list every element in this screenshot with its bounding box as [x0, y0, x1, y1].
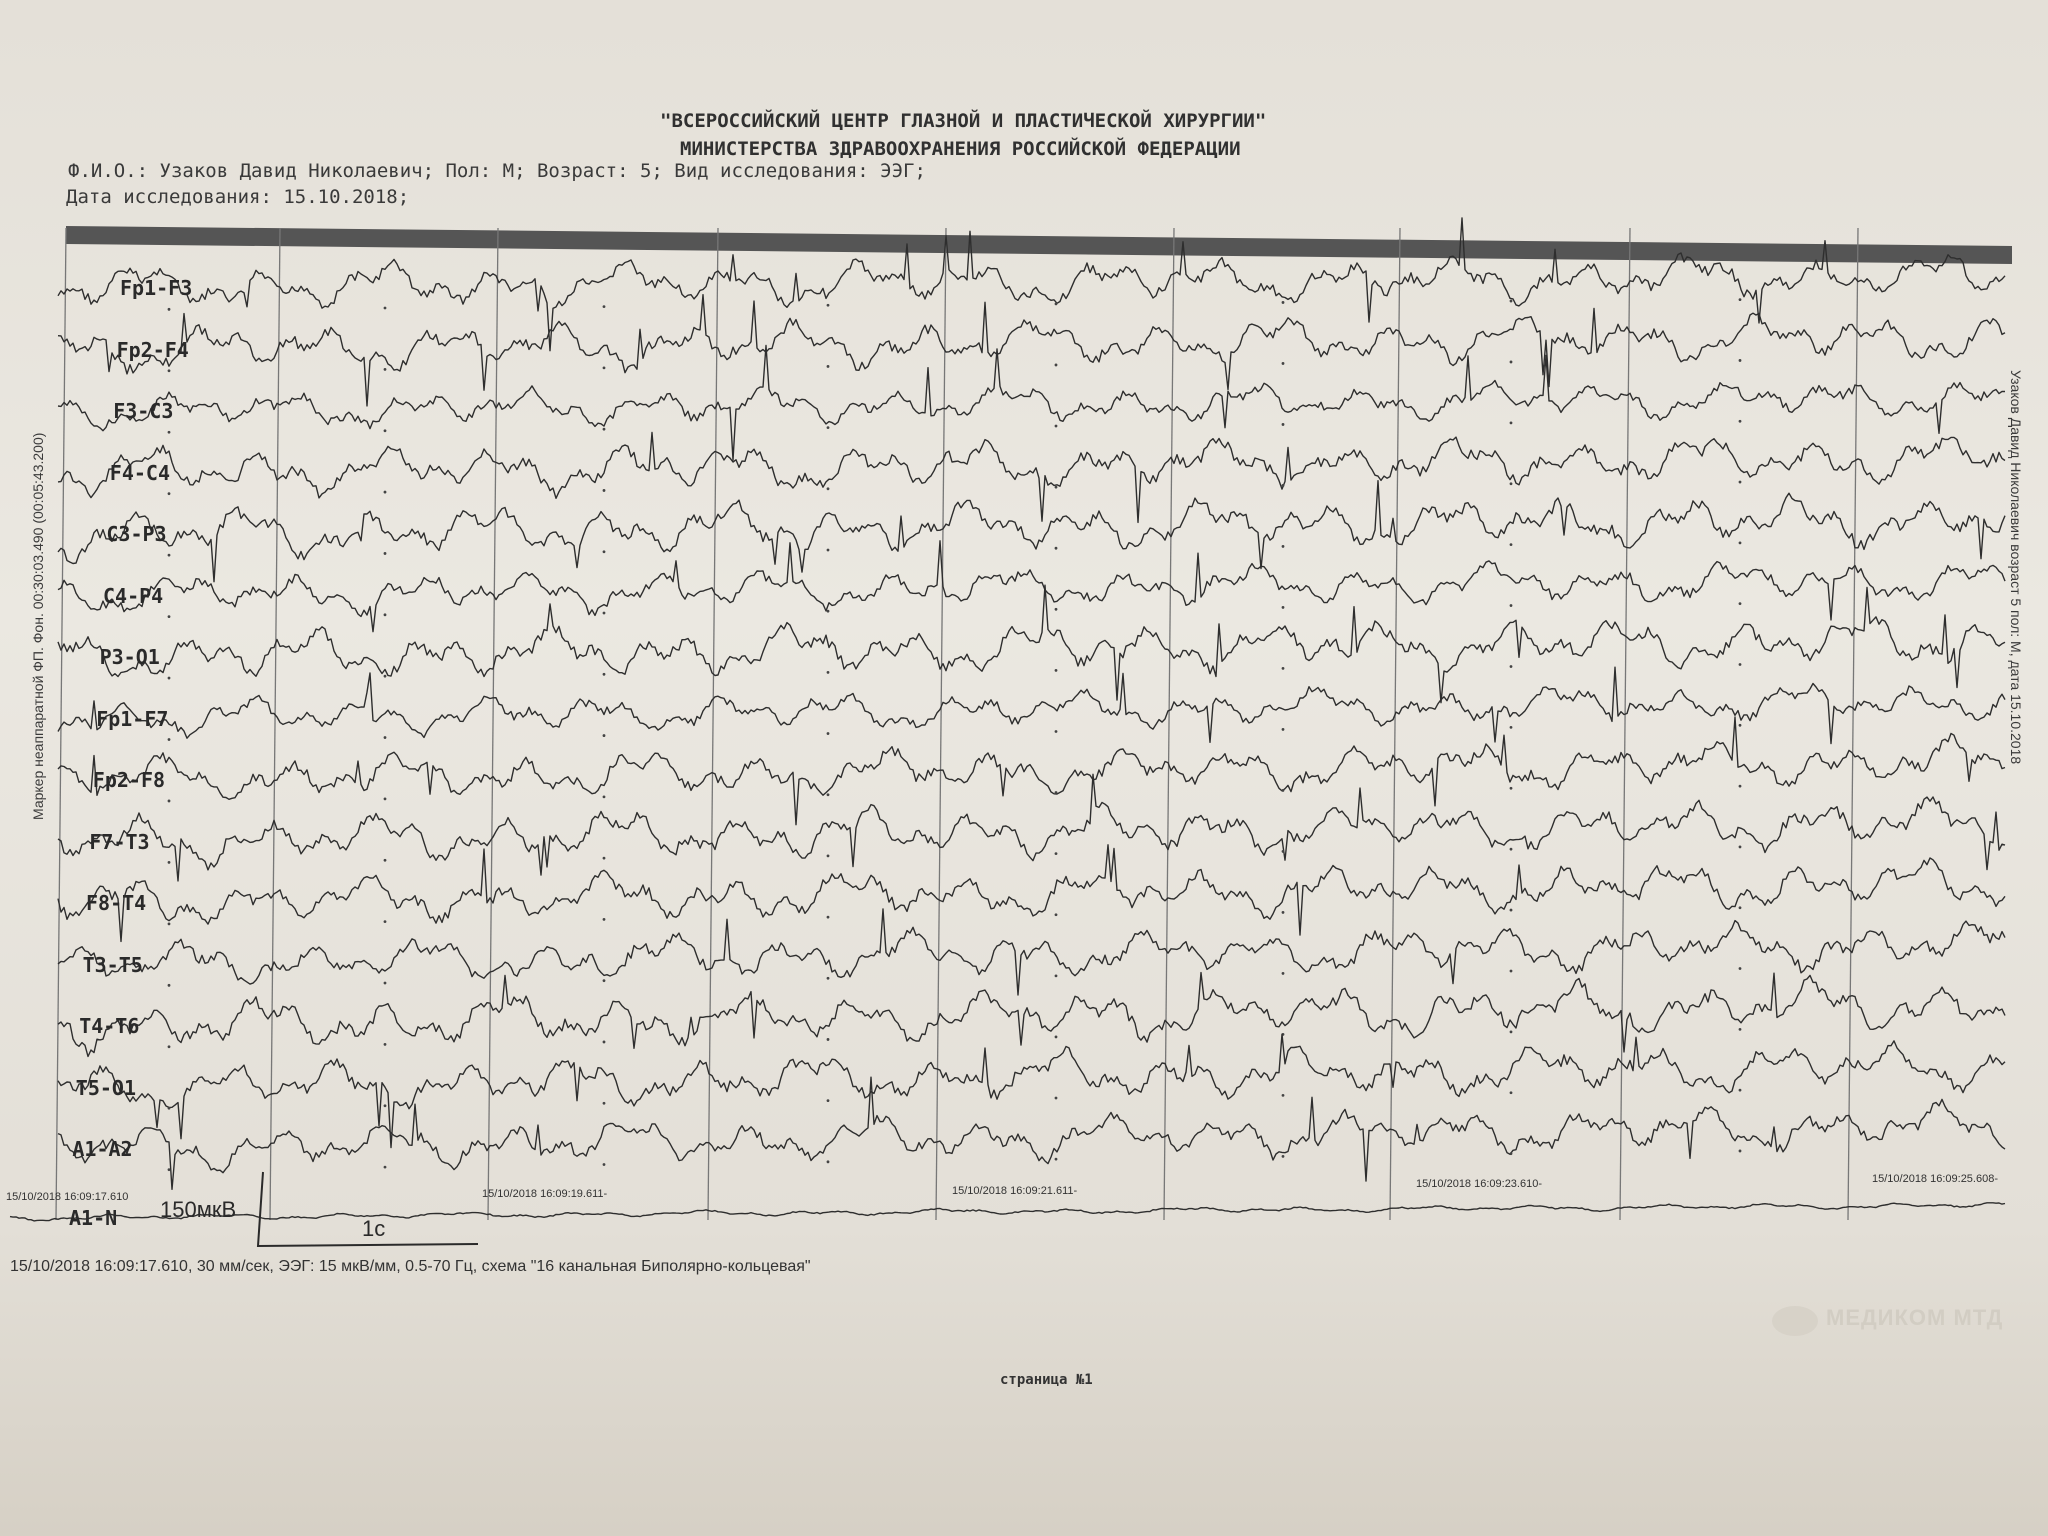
grid-dot — [1282, 423, 1285, 426]
grid-dot — [1510, 300, 1513, 303]
channel-label: Fp1-F7 — [96, 706, 169, 731]
eeg-trace — [58, 1077, 2005, 1189]
eeg-trace — [10, 1203, 2005, 1221]
grid-dot — [603, 673, 606, 676]
channel-label: T4-T6 — [79, 1014, 140, 1038]
grid-dot — [603, 979, 606, 982]
grid-dot — [168, 615, 171, 618]
second-divider — [1848, 228, 1858, 1220]
grid-dot — [1739, 359, 1742, 362]
channel-label: C4-P4 — [103, 583, 164, 608]
grid-dot — [1055, 852, 1058, 855]
grid-dot — [1282, 1094, 1285, 1097]
grid-dot — [168, 922, 171, 925]
grid-dot — [1739, 906, 1742, 909]
grid-dot — [1055, 913, 1058, 916]
timestamp-4: 15/10/2018 16:09:23.610- — [1416, 1178, 1543, 1190]
ministry-line: МИНИСТЕРСТВА ЗДРАВООХРАНЕНИЯ РОССИЙСКОЙ ФЕДЕРАЦИИ — [680, 138, 1241, 160]
grid-dot — [1055, 730, 1058, 733]
channel-label: C3-P3 — [106, 522, 167, 546]
grid-dot — [384, 859, 387, 862]
grid-dot — [827, 732, 830, 735]
grid-dot — [168, 677, 171, 680]
grid-dot — [1510, 665, 1513, 668]
second-divider — [708, 228, 718, 1220]
grid-dot — [1510, 970, 1513, 973]
grid-dot — [1055, 1097, 1058, 1100]
grid-dot — [1739, 298, 1742, 301]
grid-dot — [603, 1163, 606, 1166]
grid-dot — [384, 307, 387, 310]
top-marker-band — [66, 226, 2012, 264]
grid-dot — [1510, 787, 1513, 790]
grid-dot — [168, 984, 171, 987]
grid-dot — [827, 1038, 830, 1041]
grid-dot — [827, 426, 830, 429]
grid-dot — [1739, 785, 1742, 788]
grid-dot — [384, 552, 387, 555]
grid-dot — [1510, 604, 1513, 607]
grid-dot — [603, 305, 606, 308]
grid-dot — [1510, 421, 1513, 424]
eeg-trace — [58, 1034, 2005, 1147]
channel-label: P3-O1 — [99, 645, 160, 669]
grid-dot — [1055, 1158, 1058, 1161]
eeg-trace — [58, 667, 2005, 743]
grid-dot — [168, 800, 171, 803]
clinic-name: "ВСЕРОССИЙСКИЙ ЦЕНТР ГЛАЗНОЙ И ПЛАСТИЧЕСКОЙ ХИРУРГИИ" — [660, 110, 1267, 132]
channel-label: Fp2-F8 — [92, 768, 166, 792]
grid-dot — [827, 1099, 830, 1102]
grid-dot — [384, 675, 387, 678]
grid-dot — [1055, 425, 1058, 428]
second-divider — [488, 228, 498, 1220]
grid-dot — [1739, 1150, 1742, 1153]
grid-dot — [384, 613, 387, 616]
grid-dot — [603, 1102, 606, 1105]
patient-info: Ф.И.О.: Узаков Давид Николаевич; Пол: М; Возраст: 5; Вид исследования: ЭЭГ; — [68, 160, 926, 182]
eeg-trace — [58, 541, 2005, 632]
channel-label: F7-T3 — [89, 829, 150, 854]
grid-dot — [827, 977, 830, 980]
grid-dot — [603, 612, 606, 615]
second-divider — [1620, 228, 1630, 1220]
channel-label: Fp1-F3 — [120, 276, 193, 300]
grid-dot — [827, 916, 830, 919]
second-divider — [56, 228, 66, 1220]
grid-dot — [384, 920, 387, 923]
grid-dot — [384, 429, 387, 432]
grid-dot — [168, 1168, 171, 1171]
grid-dot — [1510, 1152, 1513, 1155]
recording-parameters: 15/10/2018 16:09:17.610, 30 мм/сек, ЭЭГ: 15 мкВ/мм, 0.5-70 Гц, схема "16 канальная Биполярно-кольцевая" — [10, 1258, 811, 1275]
grid-dot — [384, 1043, 387, 1046]
grid-dot — [827, 304, 830, 307]
grid-dot — [827, 487, 830, 490]
grid-dot — [1055, 791, 1058, 794]
grid-dot — [603, 550, 606, 553]
grid-dot — [1282, 789, 1285, 792]
grid-dot — [1739, 602, 1742, 605]
grid-dot — [168, 1107, 171, 1110]
grid-dot — [1510, 482, 1513, 485]
grid-dot — [603, 367, 606, 370]
grid-dot — [603, 734, 606, 737]
grid-dot — [603, 489, 606, 492]
grid-dot — [1739, 420, 1742, 423]
grid-dot — [1282, 362, 1285, 365]
channel-label: F4-C4 — [109, 460, 171, 485]
grid-dot — [1282, 911, 1285, 914]
grid-dot — [1510, 909, 1513, 912]
study-date: Дата исследования: 15.10.2018; — [66, 186, 410, 208]
grid-dot — [1739, 481, 1742, 484]
grid-dot — [827, 1160, 830, 1163]
grid-dot — [1055, 547, 1058, 550]
grid-dot — [1282, 301, 1285, 304]
channel-label: Fp2-F4 — [116, 337, 189, 362]
patient-side-text: Узаков Давид Николаевич возраст 5 пол: М, дата 15.10.2018 — [2008, 370, 2024, 765]
grid-dot — [168, 431, 171, 434]
logo-icon — [1772, 1306, 1818, 1336]
grid-dot — [1055, 974, 1058, 977]
grid-dot — [168, 492, 171, 495]
grid-dot — [1055, 1036, 1058, 1039]
grid-dot — [827, 855, 830, 858]
grid-dot — [1282, 484, 1285, 487]
grid-dot — [827, 549, 830, 552]
grid-dot — [1739, 1089, 1742, 1092]
grid-dot — [603, 918, 606, 921]
grid-dot — [384, 1166, 387, 1169]
channel-label: F8-T4 — [86, 891, 147, 915]
grid-dot — [168, 1045, 171, 1048]
eeg-trace — [58, 973, 2005, 1057]
grid-dot — [1282, 1155, 1285, 1158]
grid-dot — [1282, 728, 1285, 731]
grid-dot — [384, 1104, 387, 1107]
grid-dot — [1739, 846, 1742, 849]
timestamp-1: 15/10/2018 16:09:17.610 — [6, 1191, 129, 1203]
grid-dot — [1282, 545, 1285, 548]
eeg-trace — [58, 433, 2005, 523]
grid-dot — [384, 798, 387, 801]
grid-dot — [1739, 1028, 1742, 1031]
marker-side-text: Маркер неаппаратной ФП. Фон. 00:30:03.490 (00:05:43.200) — [30, 432, 46, 820]
grid-dot — [603, 1041, 606, 1044]
grid-dot — [384, 736, 387, 739]
grid-dot — [168, 738, 171, 741]
grid-dot — [1510, 361, 1513, 364]
channel-label: T5-O1 — [75, 1075, 137, 1100]
grid-dot — [1055, 364, 1058, 367]
grid-dot — [1510, 1091, 1513, 1094]
grid-dot — [168, 369, 171, 372]
eeg-trace — [58, 717, 2005, 825]
grid-dot — [827, 365, 830, 368]
channel-label: F3-C3 — [113, 399, 174, 423]
grid-dot — [1055, 302, 1058, 305]
amplitude-scale-label: 150мкВ — [160, 1197, 237, 1222]
grid-dot — [1510, 726, 1513, 729]
grid-dot — [1055, 486, 1058, 489]
grid-dot — [603, 795, 606, 798]
timestamp-2: 15/10/2018 16:09:19.611- — [482, 1188, 608, 1200]
channel-label: A1-N — [69, 1206, 118, 1230]
grid-dot — [384, 982, 387, 985]
grid-dot — [1739, 967, 1742, 970]
page-number: страница №1 — [1000, 1372, 1093, 1388]
manufacturer-logo: МЕДИКОМ МТД — [1826, 1305, 2004, 1330]
grid-dot — [1510, 1030, 1513, 1033]
grid-dot — [168, 554, 171, 557]
grid-dot — [168, 861, 171, 864]
time-scale-label: 1с — [362, 1216, 386, 1241]
grid-dot — [827, 793, 830, 796]
eeg-trace — [58, 774, 2005, 881]
grid-dot — [384, 368, 387, 371]
grid-dot — [1510, 848, 1513, 851]
grid-dot — [827, 671, 830, 674]
timestamp-5: 15/10/2018 16:09:25.608- — [1872, 1173, 1999, 1185]
grid-dot — [1510, 543, 1513, 546]
grid-dot — [603, 428, 606, 431]
grid-dot — [168, 308, 171, 311]
eeg-trace — [58, 346, 2005, 461]
grid-dot — [827, 610, 830, 613]
grid-dot — [1739, 541, 1742, 544]
grid-dot — [384, 491, 387, 494]
second-divider — [270, 228, 280, 1220]
grid-dot — [1739, 724, 1742, 727]
grid-dot — [1055, 608, 1058, 611]
grid-dot — [603, 857, 606, 860]
grid-dot — [1282, 606, 1285, 609]
timestamp-3: 15/10/2018 16:09:21.611- — [952, 1185, 1078, 1197]
channel-label: A1-A2 — [72, 1137, 133, 1161]
grid-dot — [1282, 972, 1285, 975]
channel-label: T3-T5 — [82, 952, 143, 977]
grid-dot — [1282, 850, 1285, 853]
grid-dot — [1055, 669, 1058, 672]
grid-dot — [1282, 667, 1285, 670]
grid-dot — [1739, 663, 1742, 666]
eeg-trace — [58, 909, 2005, 995]
